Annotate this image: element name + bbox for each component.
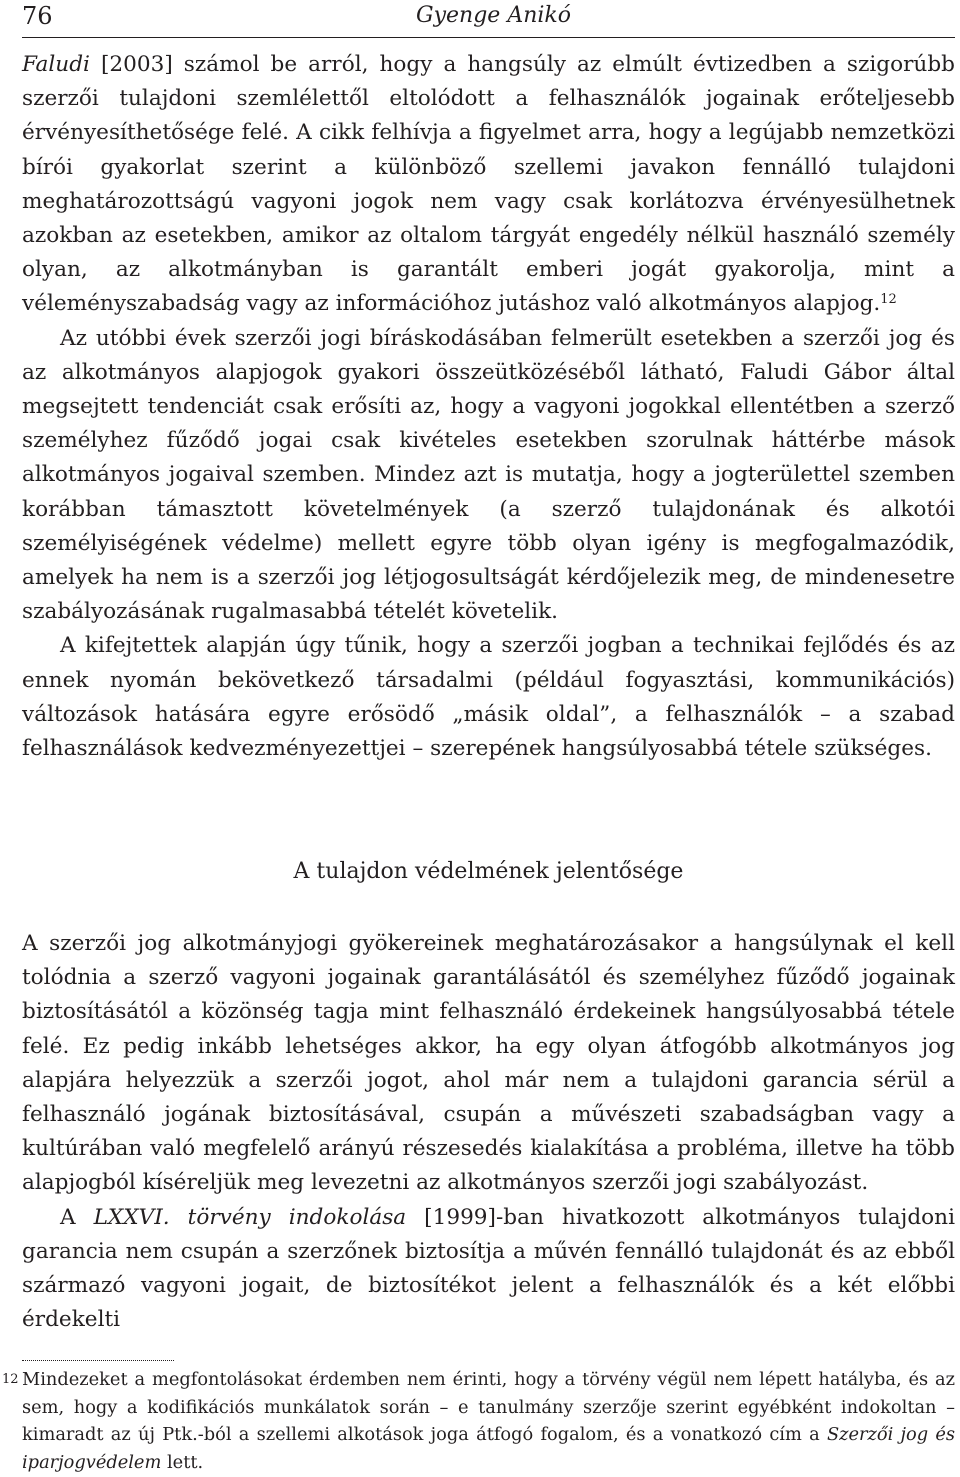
footnote-number: 12 xyxy=(2,1372,19,1387)
footnote-divider xyxy=(22,1360,174,1361)
paragraph-1-text: [2003] számol be arról, hogy a hangsúly az elmúlt évtizedben a szigorúbb szerzői tulajdoni szemlélettől eltolódott a felhasználók jogainak erőteljesebb érvényesíthetősége felé. A cikk felhívja a figyelmet arra, hogy a legújabb nemzetközi bírói gyakorlat szerint a különböző szellemi javakon fennálló tulajdoni meghatározottságú vagyoni jogok nem vagy csak korlátozva érvényesülhetnek azokban az esetekben, amikor az oltalom tárgyát engedély nélkül használó személy olyan, az alkotmányban is garantált emberi jogát gyakorolja, mint a véleményszabadság vagy az információhoz jutáshoz való alkotmányos alapjog. xyxy=(22,52,955,317)
paragraph-2: Az utóbbi évek szerzői jogi bíráskodásában felmerült esetekben a szerzői jog és az alkotmányos alapjogok gyakori összeütközéséből látható, Faludi Gábor által megsejtett tendenciát csak erősíti az, hogy a vagyoni jogokkal ellentétben a szerző személyhez fűződő jogai csak kivételes esetekben szorulnak háttérbe mások alkotmányos jogaival szemben. Mindez azt is mutatja, hogy a jogterülettel szemben korábban támasztott követelmények (a szerző tulajdonának és alkotói személyiségének védelme) mellett egyre több olyan igény is megfogalmazódik, amelyek ha nem is a szerzői jog létjogosultságát kérdőjelezik meg, de mindenesetre szabályozásának rugalmasabbá tételét követelik. xyxy=(22,325,955,625)
paragraph-3: A kifejtettek alapján úgy tűnik, hogy a szerzői jogban a technikai fejlődés és az ennek nyomán bekövetkező társadalmi (például fogyasztási, kommunikációs) változások hatására egyre erősödő „másik oldal”, a felhasználók – a szabad felhasználások kedvezményezettjei – szerepének hangsúlyosabbá tétele szükséges. xyxy=(22,633,955,762)
section-paragraph-2 xyxy=(22,1201,955,1338)
footnote-text: Mindezeket a megfontolásokat érdemben nem érinti, hogy a törvény végül nem lépett hatályba, és az sem, hogy a kodifikációs munkálatok során – e tanulmány szerzője szerint egyébként indokoltan – kimaradt az új Ptk.-ból a szellemi alkotások joga átfogó fogalom, és a vonatkozó cím a xyxy=(22,1369,955,1445)
section-paragraph-2-prefix: A xyxy=(60,1204,94,1230)
running-head xyxy=(22,0,955,38)
cited-author: Faludi xyxy=(22,52,90,77)
body-text xyxy=(22,48,955,766)
paragraph-1 xyxy=(22,48,955,322)
section-paragraph-1: A szerzői jog alkotmányjogi gyökereinek meghatározásakor a hangsúlynak el kell tolódnia a szerző vagyoni jogainak garantálásától és személyhez fűződő jogainak biztosításától a közönség tagja mint felhasználó érdekeinek hangsúlyosabbá tétele felé. Ez pedig inkább lehetséges akkor, ha egy olyan átfogóbb alkotmányos jog alapjára helyezzük a szerzői jogot, ahol már nem a tulajdoni garancia sérül a felhasználó jogának biztosításával, csupán a művészeti szabadságban vagy a kultúrában való megfelelő arányú részesedés kialakítása a probléma, illetve ha több alapjogból kíséreljük meg levezetni az alkotmányos szerzői jogi szabályozást. xyxy=(22,931,955,1196)
cited-law: LXXVI. törvény indokolása xyxy=(93,1204,407,1230)
footnote-italic-title: Szerzői jog és iparjogvédelem xyxy=(22,1424,955,1473)
section-heading: A tulajdon védelmének jelentősége xyxy=(293,859,684,884)
footnote-tail: lett. xyxy=(161,1451,204,1473)
section-body xyxy=(22,927,955,1337)
footnote-12 xyxy=(2,1366,955,1476)
running-head-author: Gyenge Anikó xyxy=(416,3,571,28)
footnote-ref-12[interactable]: 12 xyxy=(880,292,897,308)
section-paragraph-2-text: [1999]-ban hivatkozott alkotmányos tulajdoni garancia nem csupán a szerzőnek biztosítja a művén fennálló tulajdonát és az ebből származó vagyoni jogait, de biztosítékot jelent a felhasználók és a két előbbi érdekelti xyxy=(22,1204,955,1333)
page-number: 76 xyxy=(22,2,53,30)
